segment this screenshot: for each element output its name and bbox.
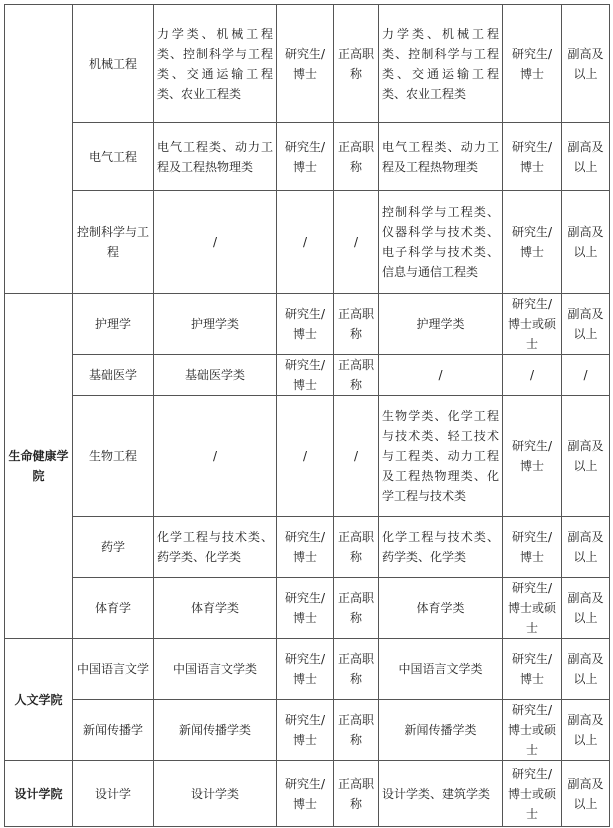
associate-education-cell: 研究生/博士	[503, 517, 562, 578]
senior-education-cell: 研究生/博士	[277, 639, 334, 700]
associate-title-cell: 副高及以上	[562, 700, 610, 761]
associate-education-cell: 研究生/博士或硕士	[503, 578, 562, 639]
associate-title-cell: 副高及以上	[562, 639, 610, 700]
recruitment-table	[4, 4, 610, 827]
associate-requirement-cell: /	[379, 355, 503, 396]
senior-requirement-cell: 基础医学类	[154, 355, 277, 396]
associate-title-cell: 副高及以上	[562, 396, 610, 517]
associate-title-cell: 副高及以上	[562, 578, 610, 639]
table-row	[5, 700, 610, 761]
senior-requirement-cell: 新闻传播学类	[154, 700, 277, 761]
associate-requirement-cell: 力学类、机械工程类、控制科学与工程类、交通运输工程类、农业工程类	[379, 5, 503, 123]
senior-title-cell: 正高职称	[334, 517, 379, 578]
associate-requirement-cell: 体育学类	[379, 578, 503, 639]
table-row	[5, 5, 610, 123]
college-cell: 设计学院	[5, 761, 73, 827]
associate-title-cell: /	[562, 355, 610, 396]
senior-education-cell: 研究生/博士	[277, 5, 334, 123]
associate-requirement-cell: 控制科学与工程类、仪器科学与技术类、电子科学与技术类、信息与通信工程类	[379, 191, 503, 294]
senior-title-cell: 正高职称	[334, 123, 379, 191]
associate-education-cell: 研究生/博士	[503, 123, 562, 191]
associate-education-cell: 研究生/博士或硕士	[503, 294, 562, 355]
senior-education-cell: 研究生/博士	[277, 578, 334, 639]
table-row	[5, 355, 610, 396]
senior-requirement-cell: 力学类、机械工程类、控制科学与工程类、交通运输工程类、农业工程类	[154, 5, 277, 123]
senior-title-cell: 正高职称	[334, 355, 379, 396]
associate-requirement-cell: 新闻传播学类	[379, 700, 503, 761]
senior-education-cell: 研究生/博士	[277, 294, 334, 355]
college-cell: 人文学院	[5, 639, 73, 761]
major-cell: 控制科学与工程	[73, 191, 154, 294]
senior-education-cell: 研究生/博士	[277, 700, 334, 761]
senior-requirement-cell: 设计学类	[154, 761, 277, 827]
table-row	[5, 517, 610, 578]
associate-education-cell: 研究生/博士	[503, 396, 562, 517]
major-cell: 设计学	[73, 761, 154, 827]
associate-title-cell: 副高及以上	[562, 517, 610, 578]
senior-requirement-cell: /	[154, 396, 277, 517]
college-cell: 生命健康学院	[5, 294, 73, 639]
senior-education-cell: 研究生/博士	[277, 517, 334, 578]
senior-education-cell: /	[277, 396, 334, 517]
associate-requirement-cell: 中国语言文学类	[379, 639, 503, 700]
table-row	[5, 396, 610, 517]
associate-title-cell: 副高及以上	[562, 5, 610, 123]
senior-requirement-cell: 化学工程与技术类、药学类、化学类	[154, 517, 277, 578]
senior-requirement-cell: 中国语言文学类	[154, 639, 277, 700]
associate-education-cell: 研究生/博士	[503, 5, 562, 123]
senior-title-cell: 正高职称	[334, 700, 379, 761]
senior-title-cell: /	[334, 396, 379, 517]
associate-education-cell: /	[503, 355, 562, 396]
major-cell: 生物工程	[73, 396, 154, 517]
senior-education-cell: 研究生/博士	[277, 123, 334, 191]
senior-requirement-cell: 体育学类	[154, 578, 277, 639]
major-cell: 机械工程	[73, 5, 154, 123]
senior-education-cell: /	[277, 191, 334, 294]
major-cell: 电气工程	[73, 123, 154, 191]
associate-requirement-cell: 生物学类、化学工程与技术类、轻工技术与工程类、动力工程及工程热物理类、化学工程与技术类	[379, 396, 503, 517]
senior-title-cell: 正高职称	[334, 294, 379, 355]
senior-education-cell: 研究生/博士	[277, 761, 334, 827]
associate-requirement-cell: 化学工程与技术类、药学类、化学类	[379, 517, 503, 578]
table-row	[5, 578, 610, 639]
associate-requirement-cell: 电气工程类、动力工程及工程热物理类	[379, 123, 503, 191]
associate-education-cell: 研究生/博士	[503, 191, 562, 294]
associate-title-cell: 副高及以上	[562, 761, 610, 827]
senior-title-cell: 正高职称	[334, 639, 379, 700]
associate-education-cell: 研究生/博士或硕士	[503, 700, 562, 761]
associate-title-cell: 副高及以上	[562, 294, 610, 355]
associate-title-cell: 副高及以上	[562, 123, 610, 191]
senior-title-cell: 正高职称	[334, 761, 379, 827]
senior-title-cell: /	[334, 191, 379, 294]
major-cell: 药学	[73, 517, 154, 578]
table-row	[5, 123, 610, 191]
table-row	[5, 191, 610, 294]
major-cell: 体育学	[73, 578, 154, 639]
table-row	[5, 761, 610, 827]
senior-title-cell: 正高职称	[334, 578, 379, 639]
senior-requirement-cell: 电气工程类、动力工程及工程热物理类	[154, 123, 277, 191]
major-cell: 中国语言文学	[73, 639, 154, 700]
senior-title-cell: 正高职称	[334, 5, 379, 123]
major-cell: 基础医学	[73, 355, 154, 396]
major-cell: 新闻传播学	[73, 700, 154, 761]
senior-requirement-cell: 护理学类	[154, 294, 277, 355]
associate-title-cell: 副高及以上	[562, 191, 610, 294]
major-cell: 护理学	[73, 294, 154, 355]
table-row	[5, 639, 610, 700]
associate-education-cell: 研究生/博士	[503, 639, 562, 700]
associate-education-cell: 研究生/博士或硕士	[503, 761, 562, 827]
associate-requirement-cell: 护理学类	[379, 294, 503, 355]
senior-education-cell: 研究生/博士	[277, 355, 334, 396]
senior-requirement-cell: /	[154, 191, 277, 294]
college-cell	[5, 5, 73, 294]
table-row	[5, 294, 610, 355]
associate-requirement-cell: 设计学类、建筑学类	[379, 761, 503, 827]
